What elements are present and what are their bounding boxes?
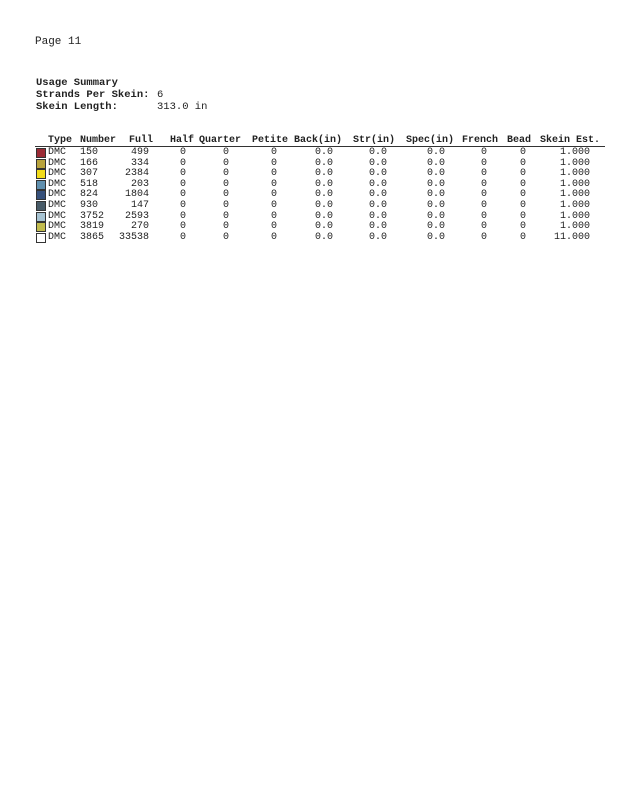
- cell-petite: 0: [271, 221, 278, 233]
- column-header-back: Back(in): [294, 135, 343, 146]
- cell-quarter: 0: [223, 231, 230, 243]
- cell-number: 150: [80, 147, 99, 158]
- cell-type: DMC: [48, 157, 67, 169]
- table-row: [35, 211, 605, 222]
- cell-half: 0: [180, 199, 187, 211]
- cell-half: 0: [180, 210, 187, 222]
- cell-number: 3752: [80, 210, 105, 222]
- cell-quarter: 0: [223, 168, 230, 180]
- cell-back: 0.0: [315, 210, 334, 222]
- column-header-type: Type: [48, 135, 73, 146]
- cell-str: 0.0: [369, 221, 388, 233]
- color-swatch: [36, 148, 46, 158]
- cell-str: 0.0: [369, 189, 388, 201]
- table-row: [35, 221, 605, 232]
- cell-spec: 0.0: [427, 157, 446, 169]
- column-header-petite: Petite: [252, 135, 289, 146]
- cell-half: 0: [180, 231, 187, 243]
- cell-str: 0.0: [369, 210, 388, 222]
- cell-skein: 1.000: [559, 210, 590, 222]
- cell-back: 0.0: [315, 147, 334, 158]
- cell-bead: 0: [520, 221, 527, 233]
- cell-str: 0.0: [369, 199, 388, 211]
- cell-full: 1804: [124, 189, 149, 201]
- cell-number: 824: [80, 189, 99, 201]
- cell-back: 0.0: [315, 199, 334, 211]
- color-swatch: [36, 233, 46, 243]
- color-swatch: [36, 190, 46, 200]
- cell-full: 2384: [124, 168, 149, 180]
- color-swatch: [36, 212, 46, 222]
- cell-full: 270: [130, 221, 149, 233]
- column-header-half: Half: [170, 135, 195, 146]
- cell-number: 3865: [80, 231, 105, 243]
- column-header-number: Number: [80, 135, 117, 146]
- table-row: [35, 158, 605, 169]
- cell-french: 0: [481, 231, 488, 243]
- cell-full: 499: [130, 147, 149, 158]
- cell-petite: 0: [271, 178, 278, 190]
- column-header-skein: Skein Est.: [540, 135, 601, 146]
- cell-spec: 0.0: [427, 147, 446, 158]
- cell-skein: 11.000: [553, 231, 590, 243]
- cell-quarter: 0: [223, 221, 230, 233]
- cell-skein: 1.000: [559, 168, 590, 180]
- cell-str: 0.0: [369, 157, 388, 169]
- table-row: [35, 189, 605, 200]
- cell-number: 166: [80, 157, 99, 169]
- cell-str: 0.0: [369, 147, 388, 158]
- cell-spec: 0.0: [427, 168, 446, 180]
- table-row: [35, 168, 605, 179]
- column-header-str: Str(in): [353, 135, 396, 146]
- cell-skein: 1.000: [559, 189, 590, 201]
- cell-quarter: 0: [223, 147, 230, 158]
- cell-petite: 0: [271, 168, 278, 180]
- cell-quarter: 0: [223, 157, 230, 169]
- color-swatch: [36, 222, 46, 232]
- cell-spec: 0.0: [427, 221, 446, 233]
- cell-french: 0: [481, 189, 488, 201]
- cell-bead: 0: [520, 199, 527, 211]
- cell-petite: 0: [271, 231, 278, 243]
- cell-full: 2593: [124, 210, 149, 222]
- cell-french: 0: [481, 221, 488, 233]
- cell-spec: 0.0: [427, 189, 446, 201]
- cell-spec: 0.0: [427, 178, 446, 190]
- cell-petite: 0: [271, 189, 278, 201]
- color-swatch: [36, 180, 46, 190]
- cell-skein: 1.000: [559, 199, 590, 211]
- cell-number: 3819: [80, 221, 105, 233]
- cell-full: 334: [130, 157, 149, 169]
- column-header-spec: Spec(in): [406, 135, 455, 146]
- cell-skein: 1.000: [559, 178, 590, 190]
- color-swatch: [36, 159, 46, 169]
- cell-type: DMC: [48, 221, 67, 233]
- cell-skein: 1.000: [559, 221, 590, 233]
- cell-bead: 0: [520, 189, 527, 201]
- page-number: Page 11: [35, 36, 82, 48]
- cell-bead: 0: [520, 210, 527, 222]
- skein-length-label: Skein Length:: [36, 101, 118, 113]
- cell-bead: 0: [520, 147, 527, 158]
- cell-full: 147: [130, 199, 149, 211]
- cell-half: 0: [180, 168, 187, 180]
- cell-back: 0.0: [315, 231, 334, 243]
- cell-quarter: 0: [223, 210, 230, 222]
- cell-petite: 0: [271, 157, 278, 169]
- table-row: [35, 232, 605, 243]
- cell-half: 0: [180, 178, 187, 190]
- cell-half: 0: [180, 147, 187, 158]
- cell-back: 0.0: [315, 189, 334, 201]
- skein-length-value: 313.0 in: [157, 101, 208, 113]
- cell-back: 0.0: [315, 168, 334, 180]
- cell-spec: 0.0: [427, 199, 446, 211]
- cell-type: DMC: [48, 199, 67, 211]
- column-header-full: Full: [128, 135, 153, 146]
- cell-type: DMC: [48, 189, 67, 201]
- cell-type: DMC: [48, 231, 67, 243]
- cell-petite: 0: [271, 210, 278, 222]
- cell-french: 0: [481, 210, 488, 222]
- cell-quarter: 0: [223, 178, 230, 190]
- table-header: [35, 135, 605, 147]
- cell-type: DMC: [48, 178, 67, 190]
- cell-spec: 0.0: [427, 231, 446, 243]
- table-row: [35, 179, 605, 190]
- cell-half: 0: [180, 221, 187, 233]
- cell-back: 0.0: [315, 221, 334, 233]
- cell-bead: 0: [520, 157, 527, 169]
- cell-number: 930: [80, 199, 99, 211]
- cell-spec: 0.0: [427, 210, 446, 222]
- cell-bead: 0: [520, 168, 527, 180]
- column-header-quarter: Quarter: [199, 135, 242, 146]
- cell-type: DMC: [48, 210, 67, 222]
- cell-skein: 1.000: [559, 157, 590, 169]
- cell-back: 0.0: [315, 157, 334, 169]
- cell-half: 0: [180, 189, 187, 201]
- cell-french: 0: [481, 168, 488, 180]
- cell-french: 0: [481, 147, 488, 158]
- cell-str: 0.0: [369, 168, 388, 180]
- cell-skein: 1.000: [559, 147, 590, 158]
- cell-quarter: 0: [223, 189, 230, 201]
- cell-bead: 0: [520, 178, 527, 190]
- table-row: [35, 147, 605, 158]
- cell-number: 518: [80, 178, 99, 190]
- cell-french: 0: [481, 157, 488, 169]
- table-row: [35, 200, 605, 211]
- color-swatch: [36, 169, 46, 179]
- cell-str: 0.0: [369, 178, 388, 190]
- cell-quarter: 0: [223, 199, 230, 211]
- cell-full: 33538: [118, 231, 149, 243]
- column-header-bead: Bead: [507, 135, 532, 146]
- cell-half: 0: [180, 157, 187, 169]
- cell-full: 203: [130, 178, 149, 190]
- cell-petite: 0: [271, 147, 278, 158]
- usage-table: [35, 135, 605, 242]
- summary-title: Usage Summary: [36, 77, 118, 89]
- cell-type: DMC: [48, 147, 67, 158]
- cell-french: 0: [481, 178, 488, 190]
- cell-petite: 0: [271, 199, 278, 211]
- table-body: [35, 147, 605, 242]
- cell-french: 0: [481, 199, 488, 211]
- cell-number: 307: [80, 168, 99, 180]
- cell-type: DMC: [48, 168, 67, 180]
- column-header-french: French: [462, 135, 499, 146]
- cell-str: 0.0: [369, 231, 388, 243]
- cell-back: 0.0: [315, 178, 334, 190]
- color-swatch: [36, 201, 46, 211]
- strands-label: Strands Per Skein:: [36, 89, 150, 101]
- strands-value: 6: [157, 89, 164, 101]
- cell-bead: 0: [520, 231, 527, 243]
